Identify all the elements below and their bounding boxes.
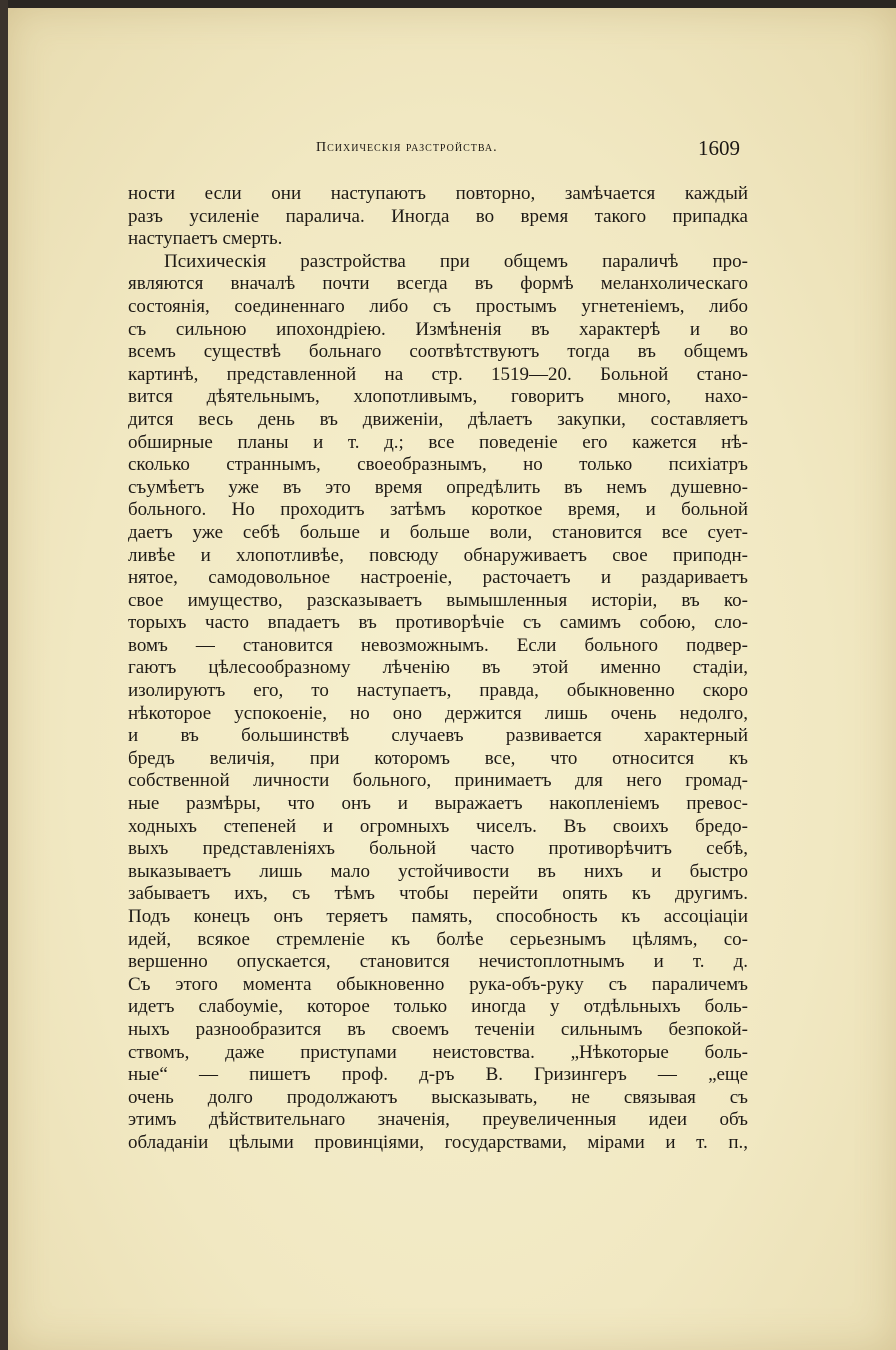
text-line: ствомъ, даже приступами неистовства. „Нѣкоторые боль- (128, 1041, 748, 1063)
text-line: гаютъ цѣлесообразному лѣченію въ этой именно стадіи, (128, 657, 748, 679)
text-line: разъ усиленіе паралича. Иногда во время такого припадка (128, 205, 748, 227)
text-line: нятое, самодовольное настроеніе, расточаетъ и раздариваетъ (128, 567, 748, 589)
page-binding-edge (0, 0, 8, 1350)
text-line: сколько страннымъ, своеобразнымъ, но только психіатръ (128, 454, 748, 476)
text-line: вится дѣятельнымъ, хлопотливымъ, говоритъ много, нахо- (128, 386, 748, 408)
text-line: даетъ уже себѣ больше и больше воли, становится все сует- (128, 521, 748, 543)
text-line: Съ этого момента обыкновенно рука-объ-руку съ параличемъ (128, 973, 748, 995)
text-line: выхъ представленіяхъ больной часто противорѣчитъ себѣ, (128, 838, 748, 860)
text-line: съ сильною ипохондріею. Измѣненія въ характерѣ и во (128, 318, 748, 340)
text-line: идетъ слабоуміе, которое только иногда у отдѣльныхъ боль- (128, 996, 748, 1018)
text-line: бредъ величія, при которомъ все, что относится къ (128, 747, 748, 769)
running-title: Психическія разстройства. (316, 140, 498, 155)
text-line: ныхъ разнообразится въ своемъ теченіи сильнымъ безпокой- (128, 1018, 748, 1040)
text-line: Психическія разстройства при общемъ параличѣ про- (164, 250, 748, 272)
page-number: 1609 (698, 136, 740, 160)
text-line: очень долго продолжаютъ высказывать, не связывая съ (128, 1086, 748, 1108)
body-text (128, 183, 748, 1155)
text-line: состоянія, соединеннаго либо съ простымъ угнетеніемъ, либо (128, 295, 748, 317)
text-line: идей, всякое стремленіе къ болѣе серьезнымъ цѣлямъ, со- (128, 928, 748, 950)
text-line: ные“ — пишетъ проф. д-ръ В. Гризингеръ — „еще (128, 1064, 748, 1086)
text-line: дится весь день въ движеніи, дѣлаетъ закупки, составляетъ (128, 408, 748, 430)
text-line: свое имущество, разсказываетъ вымышленныя исторіи, въ ко- (128, 589, 748, 611)
text-line: являются вначалѣ почти всегда въ формѣ меланхолическаго (128, 273, 748, 295)
text-line: нѣкоторое успокоеніе, но оно держится лишь очень недолго, (128, 702, 748, 724)
text-line: торыхъ часто впадаетъ въ противорѣчіе съ самимъ собою, сло- (128, 612, 748, 634)
text-line: вершенно опускается, становится нечистоплотнымъ и т. д. (128, 951, 748, 973)
text-line: этимъ дѣйствительнаго значенія, преувеличенныя идеи объ (128, 1109, 748, 1131)
text-line: ливѣе и хлопотливѣе, повсюду обнаруживаетъ свое приподн- (128, 544, 748, 566)
text-line: и въ большинствѣ случаевъ развивается характерный (128, 725, 748, 747)
text-line: ходныхъ степеней и огромныхъ чиселъ. Въ своихъ бредо- (128, 815, 748, 837)
text-line: картинѣ, представленной на стр. 1519—20. Больной стано- (128, 363, 748, 385)
text-line: вомъ — становится невозможнымъ. Если больного подвер- (128, 634, 748, 656)
text-line: больного. Но проходитъ затѣмъ короткое время, и больной (128, 499, 748, 521)
text-line: изолируютъ его, то наступаетъ, правда, обыкновенно скоро (128, 680, 748, 702)
page-header (8, 136, 896, 166)
text-line: выказываетъ лишь мало устойчивости въ нихъ и быстро (128, 860, 748, 882)
text-line: всемъ существѣ больнаго соотвѣтствуютъ тогда въ общемъ (128, 341, 748, 363)
text-line: съумѣетъ уже въ это время опредѣлить въ немъ душевно- (128, 476, 748, 498)
text-line: Подъ конецъ онъ теряетъ память, способность къ ассоціаціи (128, 906, 748, 927)
text-line: обширные планы и т. д.; все поведеніе его кажется нѣ- (128, 431, 748, 453)
text-line: ные размѣры, что онъ и выражаетъ накопленіемъ превос- (128, 793, 748, 815)
text-line: собственной личности больного, принимаетъ для него громад- (128, 770, 748, 792)
text-line: обладаніи цѣлыми провинціями, государствами, мірами и т. п., (128, 1131, 748, 1153)
text-line: наступаетъ смерть. (128, 228, 283, 250)
book-page (8, 8, 896, 1350)
text-line: забываетъ ихъ, съ тѣмъ чтобы перейти опять къ другимъ. (128, 883, 748, 905)
text-line: ности если они наступаютъ повторно, замѣчается каждый (128, 183, 748, 204)
